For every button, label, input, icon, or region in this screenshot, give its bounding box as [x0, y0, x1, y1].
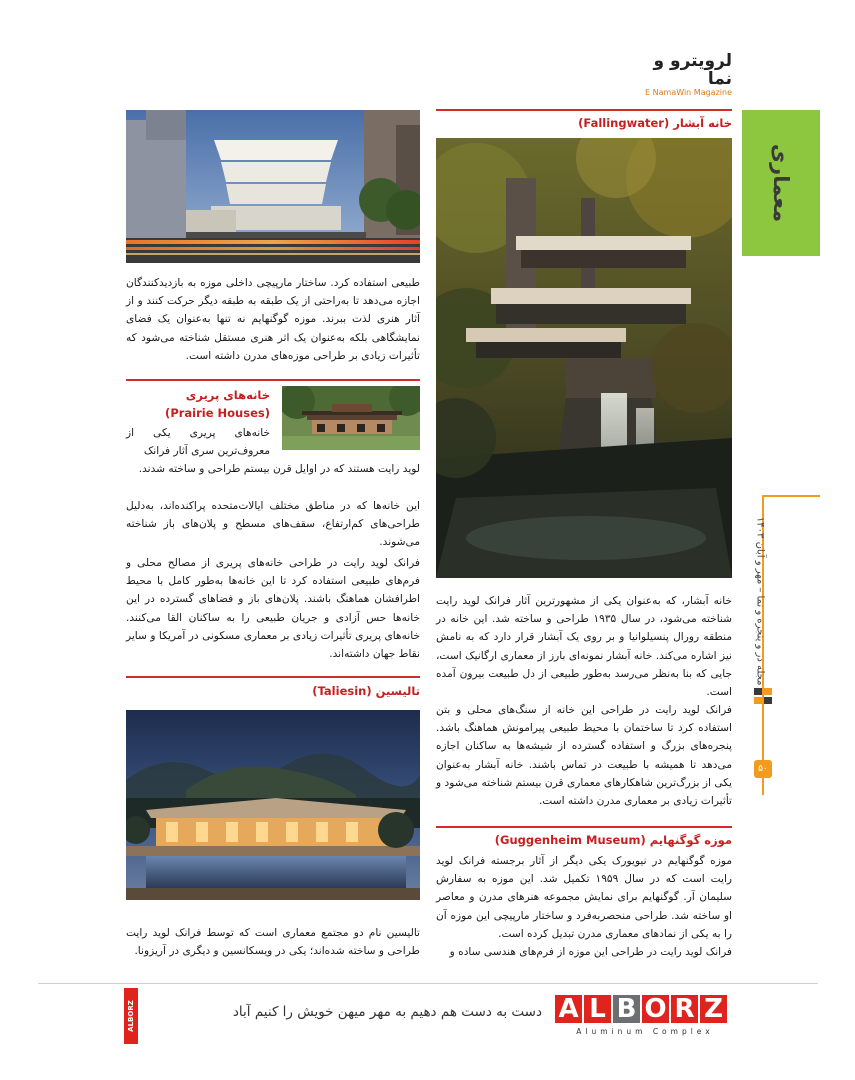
small-brand-label: ALBORZ — [127, 1000, 135, 1032]
guggenheim-continued: طبیعی استفاده کرد. ساختار مارپیچی داخلی موزه به بازدیدکنندگان اجازه می‌دهد تا به‌راحتی از یک طبقه به طبقه دیگر حرکت کنند و از آثار هنری لذت ببرند. موزه گوگنهایم نه تنها به‌عنوان یک فضای نمایشگاهی بلکه به‌عنوان یک اثر هنری مستقل شناخته می‌شود که تأثیرات زیادی بر طراحی موزه‌های مدرن داشته است. — [126, 277, 420, 362]
fallingwater-heading: خانه آبشار (Fallingwater) — [578, 116, 732, 130]
side-info — [740, 495, 820, 795]
fallingwater-heading-rule — [436, 109, 732, 111]
magazine-logo — [642, 51, 732, 97]
issue-text: مجله در و پنجره و نما – مهر و آبان ۱۴۰۳ — [754, 516, 766, 686]
fallingwater-photo — [436, 138, 732, 578]
taliesin-heading: تالیسین (Taliesin) — [312, 684, 420, 698]
taliesin-photo — [126, 710, 420, 900]
page-number: ۵۰ — [754, 760, 772, 778]
footer-slogan: دست به دست هم دهیم به مهر میهن خویش را کنیم آباد — [232, 1004, 542, 1020]
prairie-paragraph-2: این خانه‌ها که در مناطق مختلف ایالات‌متحده پراکنده‌اند، به‌دلیل طراحی‌های کم‌ارتفاع، سقف‌های مسطح و پلان‌های باز شناخته می‌شوند. — [126, 500, 420, 549]
prairie-heading-en: (Prairie Houses) — [165, 406, 270, 420]
window-icon — [752, 685, 774, 707]
guggenheim-paragraph-1: موزه گوگنهایم در نیویورک یکی دیگر از آثار برجسته فرانک لوید رایت است که در سال ۱۹۵۹ تکمیل شد. این موزه به سفارش سلیمان آر. گوگنهایم برای نمایش مجموعه هنرهای مدرن و معاصر او ساخته شد. طراحی منحصر‌به‌فرد و ساختار مارپیچی این موزه آن را به یکی از نمادهای معماری مدرن تبدیل کرده است. — [436, 855, 733, 940]
prairie-paragraph-3: فرانک لوید رایت در طراحی خانه‌های پریری از مصالح محلی و فرم‌های طبیعی استفاده کرد تا این خانه‌ها به‌طور کامل با محیط اطرافشان هماهنگ باشند. پلان‌های باز و فضاهای گسترده در این خانه‌ها حس آزادی و جریان طبیعی را به ساکنان القا می‌کنند. خانه‌های پریری تأثیرات زیادی بر معماری مسکونی در آمریکا و سایر نقاط جهان داشته‌اند. — [126, 557, 420, 661]
prairie-heading-fa: خانه‌های پریری — [185, 388, 270, 402]
prairie-intro: خانه‌های پریری یکی از معروف‌ترین سری آثار فرانک — [126, 427, 270, 458]
fallingwater-paragraph-2: فرانک لوید رایت در طراحی این خانه از سنگ‌های محلی و بتن استفاده کرد تا ساختمان با محیط طبیعی پیرامونش هماهنگ باشد. پنجره‌های بزرگ و استفاده گسترده از شیشه‌ها به ساکنان اجازه می‌دهد تا همیشه با طبیعت در تماس باشند. خانه آبشار به‌عنوان یکی از بزرگ‌ترین شاهکارهای معماری قرن بیستم شناخته می‌شود و تأثیرات زیادی بر معماری مدرن داشته است. — [436, 704, 732, 808]
footer-divider — [38, 983, 818, 984]
side-divider — [762, 495, 820, 497]
guggenheim-heading-rule — [436, 826, 732, 828]
taliesin-paragraph-1: تالیسین نام دو مجتمع معماری است که توسط فرانک لوید رایت طراحی و ساخته شده‌اند؛ یکی در ویسکانسین و دیگری در آریزونا. — [126, 927, 420, 958]
magazine-logo-fa: لرویترو و نما — [653, 51, 732, 89]
alborz-subtitle: Aluminum Complex — [576, 1027, 714, 1036]
prairie-heading-rule — [126, 379, 420, 381]
guggenheim-photo — [126, 110, 420, 263]
guggenheim-paragraph-2: فرانک لوید رایت در طراحی این موزه از فرم‌های هندسی ساده و — [449, 946, 732, 958]
section-tab — [742, 110, 820, 256]
alborz-wordmark: A L B O R Z — [555, 995, 733, 1025]
taliesin-heading-rule — [126, 676, 420, 678]
magazine-logo-en: E NamaWin Magazine — [645, 88, 732, 97]
prairie-paragraph-1: لوید رایت هستند که در اوایل قرن بیستم طراحی و ساخته شدند. — [138, 463, 420, 475]
alborz-logo — [555, 995, 733, 1041]
small-brand-mark — [124, 988, 138, 1044]
prairie-photo — [282, 386, 420, 450]
fallingwater-paragraph-1: خانه آبشار، که به‌عنوان یکی از مشهورترین آثار فرانک لوید رایت شناخته می‌شود، در سال ۱۹۳۵ طراحی و ساخته شد. این خانه در منطقه رورال پنسیلوانیا و بر روی یک آبشار قرار دارد که به نامش نیز اشاره می‌کند. خانه آبشار نمونه‌ای بارز از معماری ارگانیک است، جایی که بنا به‌نظر می‌رسد به‌طور طبیعی از دل طبیعت بیرون آمده است. — [436, 595, 732, 699]
section-tab-label: معماری — [769, 143, 793, 223]
guggenheim-heading: موزه گوگنهایم (Guggenheim Museum) — [494, 833, 732, 847]
